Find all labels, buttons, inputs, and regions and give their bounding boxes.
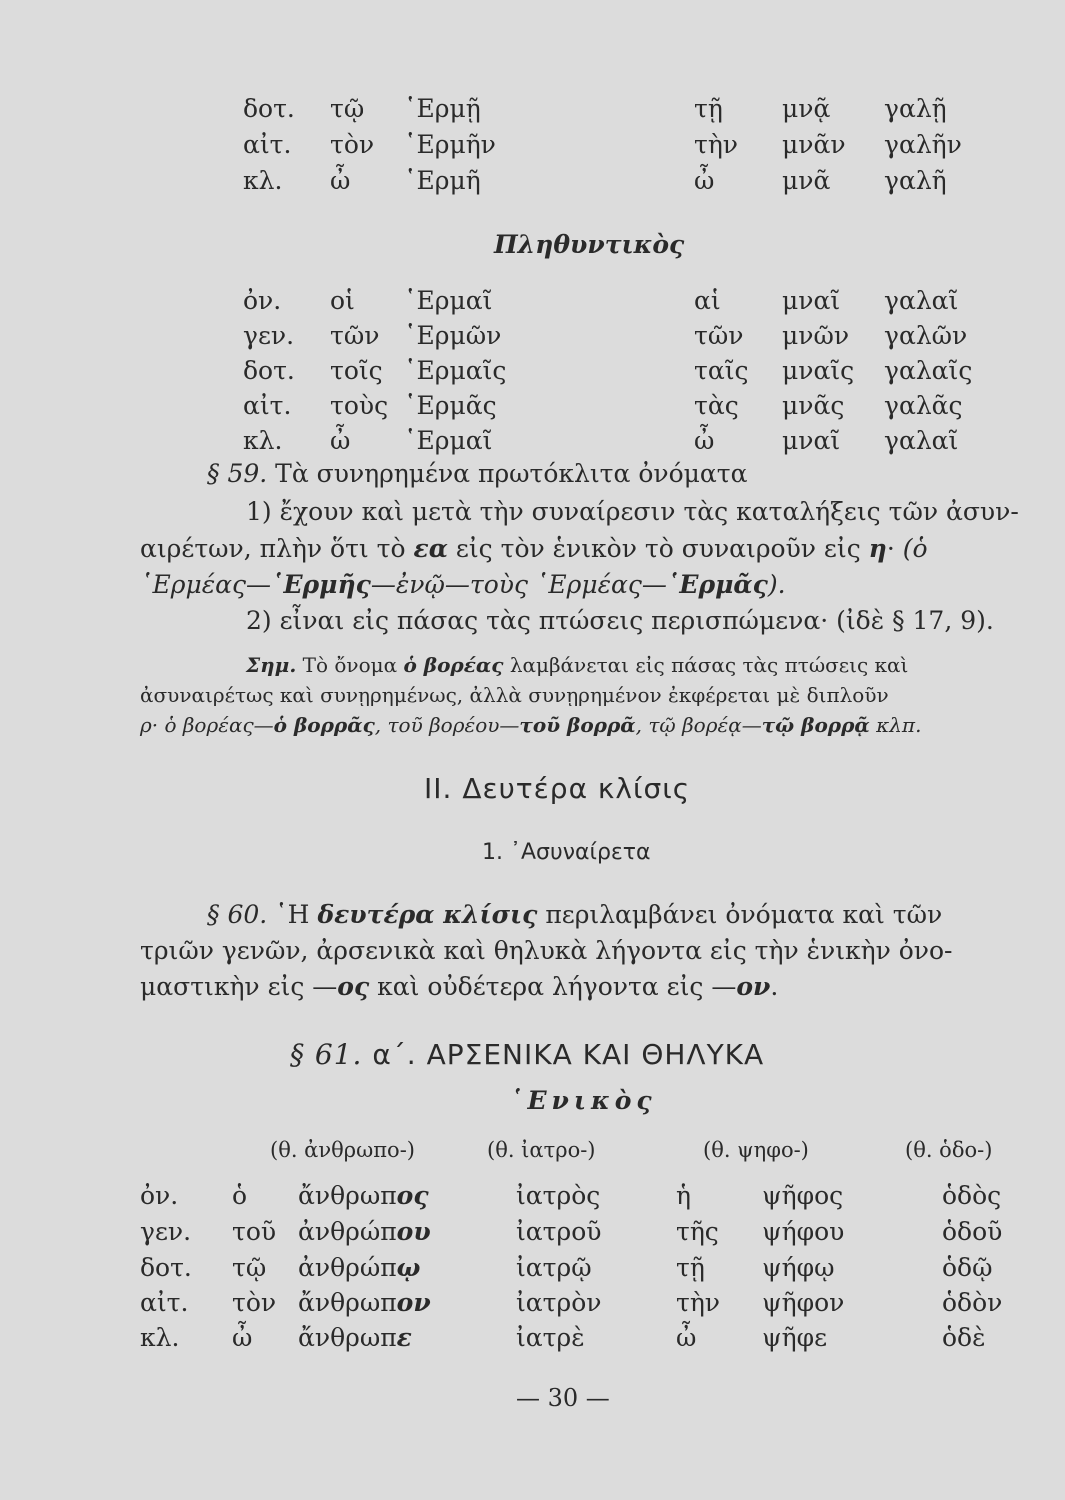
section-number: § 61. bbox=[290, 1038, 363, 1071]
paragraph-line bbox=[140, 568, 786, 602]
stem-header: (θ. ὁδο-) bbox=[905, 1138, 993, 1162]
paragraph-line: τριῶν γενῶν, ἀρσενικὰ καὶ θηλυκὰ λήγοντα εἰς τὴν ἑνικὴν ὀνο- bbox=[140, 936, 953, 965]
noun-form: ἰατρὲ bbox=[516, 1323, 585, 1352]
article: ὦ bbox=[330, 166, 351, 195]
noun-ending: ῳ bbox=[396, 1253, 421, 1282]
text-run: , τοῦ βορέου— bbox=[374, 713, 520, 737]
article: ταῖς bbox=[694, 356, 749, 385]
paragraph-line: 1) ἔχουν καὶ μετὰ τὴν συναίρεσιν τὰς καταλήξεις τῶν ἀσυν- bbox=[246, 497, 1019, 526]
text-run: κλπ. bbox=[869, 713, 922, 737]
paragraph-line: αιρέτων, πλὴν ὅτι τὸ εα εἰς τὸν ἑνικὸν τὸ συναιροῦν εἰς η· (ὁ bbox=[140, 534, 928, 563]
emphasis: ος bbox=[337, 972, 370, 1001]
noun-stem: ἀνθρώπ bbox=[298, 1253, 397, 1282]
noun-form: ψῆφον bbox=[762, 1288, 845, 1317]
noun-form: ῾Ερμᾶς bbox=[404, 391, 497, 420]
article: τοῦ bbox=[232, 1217, 277, 1246]
noun-ending: ου bbox=[396, 1217, 431, 1246]
case-label: ὀν. bbox=[243, 286, 282, 315]
noun-form: ῾Ερμαῖ bbox=[404, 286, 493, 315]
noun-form bbox=[298, 1322, 412, 1354]
article: τὰς bbox=[694, 391, 739, 420]
noun-form: ῾Ερμῆ bbox=[404, 166, 481, 195]
noun-form: ἰατρῷ bbox=[516, 1253, 592, 1282]
section-heading: ΙΙ. Δευτέρα κλίσις bbox=[424, 772, 691, 805]
noun-form: ὁδὸν bbox=[942, 1288, 1003, 1317]
noun-form: ὁδὸς bbox=[942, 1181, 1002, 1210]
noun-form bbox=[298, 1252, 420, 1284]
article: τῇ bbox=[676, 1253, 705, 1282]
text-run: . bbox=[770, 972, 779, 1001]
article: ἡ bbox=[676, 1181, 691, 1210]
noun-form: γαλῶν bbox=[884, 321, 968, 350]
article: τῷ bbox=[232, 1253, 267, 1282]
noun-form: γαλῇ bbox=[884, 94, 947, 123]
emphasis: τοῦ βορρᾶ bbox=[519, 713, 636, 737]
noun-form: ψήφου bbox=[762, 1217, 845, 1246]
case-label: δοτ. bbox=[140, 1253, 192, 1282]
text-run: εἰς τὸν ἑνικὸν τὸ συναιροῦν εἰς bbox=[455, 534, 861, 563]
noun-form: ῾Ερμαῖς bbox=[404, 356, 507, 385]
article: ὦ bbox=[694, 166, 715, 195]
article: ὁ bbox=[232, 1181, 248, 1210]
note-line bbox=[246, 650, 908, 680]
noun-ending: ος bbox=[396, 1181, 429, 1210]
section-number: § 60. bbox=[207, 900, 268, 929]
article: τῇ bbox=[694, 94, 723, 123]
text-run: λαμβάνεται εἰς πάσας τὰς πτώσεις καὶ bbox=[509, 653, 909, 677]
noun-form: γαλαῖ bbox=[884, 426, 959, 455]
noun-form: μνῶν bbox=[782, 321, 850, 350]
noun-form bbox=[298, 1216, 431, 1248]
article: τῆς bbox=[676, 1217, 719, 1246]
section-title: Τὰ συνηρημένα πρωτόκλιτα ὀνόματα bbox=[275, 459, 748, 488]
noun-form: ὁδὲ bbox=[942, 1323, 986, 1352]
noun-form: ῾Ερμῆν bbox=[404, 130, 496, 159]
article: ὦ bbox=[232, 1323, 253, 1352]
text-run: αιρέτων, πλὴν ὅτι τὸ bbox=[140, 534, 406, 563]
article: τὸν bbox=[232, 1288, 277, 1317]
text-run: —ἐνῷ—τοὺς ῾Ερμέας— bbox=[370, 570, 667, 599]
text-run: ). bbox=[767, 570, 786, 599]
noun-form: ἰατρὸς bbox=[516, 1181, 601, 1210]
article: τοῖς bbox=[330, 356, 383, 385]
emphasis: ον bbox=[736, 972, 771, 1001]
text-run: , τῷ βορέᾳ— bbox=[635, 713, 762, 737]
case-label: αἰτ. bbox=[140, 1288, 189, 1317]
case-label: κλ. bbox=[243, 166, 283, 195]
section-number: § 59. bbox=[207, 459, 268, 488]
noun-form: ὁδῷ bbox=[942, 1253, 993, 1282]
article: τοὺς bbox=[330, 391, 389, 420]
noun-stem: ἀνθρώπ bbox=[298, 1217, 397, 1246]
paragraph-line: 2) εἶναι εἰς πάσας τὰς πτώσεις περισπώμενα· (ἰδὲ § 17, 9). bbox=[246, 606, 994, 635]
text-run: περιλαμβάνει ὀνόματα καὶ τῶν bbox=[545, 900, 943, 929]
section-title: α΄. ΑΡΣΕΝΙΚΑ ΚΑΙ ΘΗΛΥΚΑ bbox=[372, 1038, 765, 1071]
noun-stem: ἄνθρωπ bbox=[298, 1288, 397, 1317]
stem-header: (θ. ἰατρο-) bbox=[487, 1138, 596, 1162]
noun-form: μνᾶς bbox=[782, 391, 845, 420]
noun-form: μναῖ bbox=[782, 286, 841, 315]
case-label: δοτ. bbox=[243, 356, 295, 385]
case-label: δοτ. bbox=[243, 94, 295, 123]
case-label: ὀν. bbox=[140, 1181, 179, 1210]
article: αἱ bbox=[694, 286, 721, 315]
noun-form: μνᾶ bbox=[782, 166, 831, 195]
text-run: καὶ οὐδέτερα λήγοντα εἰς — bbox=[377, 972, 737, 1001]
article: τῷ bbox=[330, 94, 365, 123]
noun-form bbox=[298, 1287, 431, 1319]
case-label: αἰτ. bbox=[243, 391, 292, 420]
noun-ending: ε bbox=[396, 1323, 412, 1352]
noun-form: γαλαῖς bbox=[884, 356, 973, 385]
case-label: γεν. bbox=[243, 321, 295, 350]
stem-header: (θ. ψηφο-) bbox=[703, 1138, 809, 1162]
emphasis: εα bbox=[413, 534, 448, 563]
noun-form: ὁδοῦ bbox=[942, 1217, 1003, 1246]
noun-form: γαλαῖ bbox=[884, 286, 959, 315]
noun-form: ἰατρὸν bbox=[516, 1288, 602, 1317]
noun-form: μνᾶν bbox=[782, 130, 846, 159]
emphasis: ῾Ερμᾶς bbox=[666, 570, 768, 599]
noun-form: ῾Ερμῶν bbox=[404, 321, 502, 350]
stem-header: (θ. ἀνθρωπο-) bbox=[270, 1138, 415, 1162]
noun-form: ῾Ερμῇ bbox=[404, 94, 481, 123]
text-run: ρ· ὁ βορέας— bbox=[140, 713, 274, 737]
page-number: — 30 — bbox=[516, 1384, 610, 1412]
noun-form: ῾Ερμαῖ bbox=[404, 426, 493, 455]
paragraph-line bbox=[207, 898, 942, 932]
text-run: Τὸ ὄνομα bbox=[302, 653, 398, 677]
text-run: ῾Ερμέας— bbox=[140, 570, 271, 599]
case-label: αἰτ. bbox=[243, 130, 292, 159]
noun-form: ψῆφος bbox=[762, 1181, 844, 1210]
noun-stem: ἄνθρωπ bbox=[298, 1323, 397, 1352]
noun-stem: ἄνθρωπ bbox=[298, 1181, 397, 1210]
case-label: γεν. bbox=[140, 1217, 192, 1246]
noun-form: μναῖ bbox=[782, 426, 841, 455]
noun-form: μναῖς bbox=[782, 356, 855, 385]
text-run: (ὁ bbox=[902, 534, 928, 563]
noun-form: μνᾷ bbox=[782, 94, 831, 123]
noun-ending: ον bbox=[396, 1288, 431, 1317]
text-run: ῾Η bbox=[275, 900, 310, 929]
emphasis: ὁ βορρᾶς bbox=[273, 713, 375, 737]
noun-form: ψήφῳ bbox=[762, 1253, 835, 1282]
article: τὸν bbox=[330, 130, 375, 159]
section-61-heading bbox=[290, 1038, 764, 1071]
noun-form: γαλῆν bbox=[884, 130, 962, 159]
note-line bbox=[140, 710, 921, 740]
noun-form: ψῆφε bbox=[762, 1323, 828, 1352]
article: τὴν bbox=[694, 130, 739, 159]
section-59-title-line bbox=[207, 457, 748, 491]
emphasis: δευτέρα κλίσις bbox=[317, 900, 538, 929]
plural-heading: Πληθυντικὸς bbox=[494, 230, 685, 259]
noun-form: ἰατροῦ bbox=[516, 1217, 602, 1246]
emphasis: ῾Ερμῆς bbox=[271, 570, 371, 599]
emphasis: η bbox=[868, 534, 887, 563]
case-label: κλ. bbox=[140, 1323, 180, 1352]
article: ὦ bbox=[676, 1323, 697, 1352]
article: τῶν bbox=[330, 321, 380, 350]
text-run: μαστικὴν εἰς — bbox=[140, 972, 338, 1001]
emphasis: τῷ βορρᾷ bbox=[761, 713, 870, 737]
subsection-heading: 1. ᾿Ασυναίρετα bbox=[482, 840, 651, 865]
noun-form: γαλᾶς bbox=[884, 391, 963, 420]
article: τὴν bbox=[676, 1288, 721, 1317]
singular-heading: ῾Ενικὸς bbox=[510, 1086, 657, 1115]
note-line: ἀσυναιρέτως καὶ συνῃρημένως, ἀλλὰ συνῃρημένον ἐκφέρεται μὲ διπλοῦν bbox=[140, 683, 889, 707]
emphasis: ὁ βορέας bbox=[403, 653, 504, 677]
noun-form bbox=[298, 1180, 429, 1212]
article: τῶν bbox=[694, 321, 744, 350]
paragraph-line bbox=[140, 970, 778, 1004]
case-label: κλ. bbox=[243, 426, 283, 455]
noun-form: γαλῆ bbox=[884, 166, 947, 195]
article: ὦ bbox=[330, 426, 351, 455]
note-label: Σημ. bbox=[246, 653, 297, 677]
article: ὦ bbox=[694, 426, 715, 455]
article: οἱ bbox=[330, 286, 355, 315]
